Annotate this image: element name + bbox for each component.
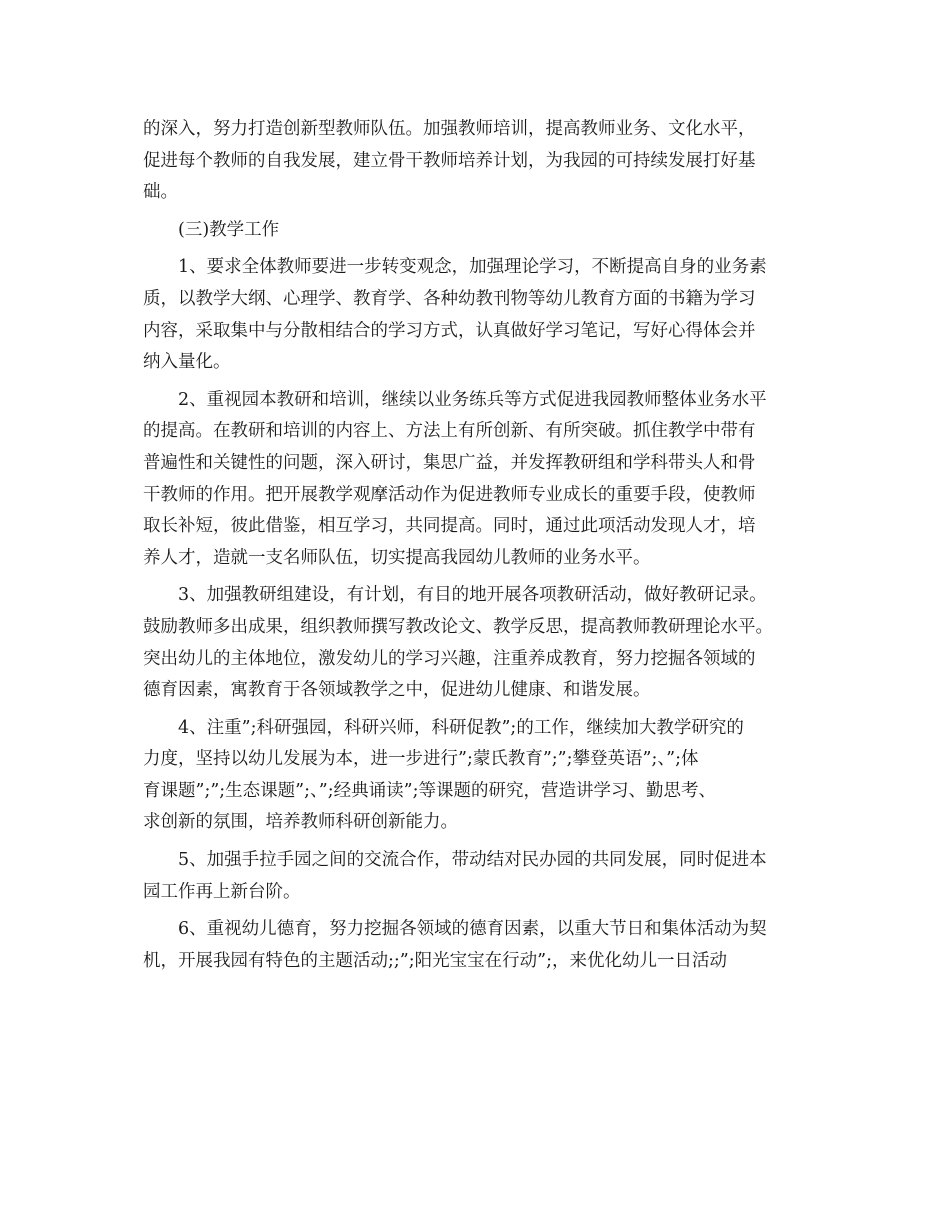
text-line: 纳入量化。 [143,352,231,373]
text-line: 养人才，造就一支名师队伍，切实提高我园幼儿教师的业务水平。 [143,547,651,568]
document-body [143,114,818,977]
text-line: 质，以教学大纲、心理学、教育学、各种幼教刊物等幼儿教育方面的书籍为学习 [143,288,756,309]
paragraph-first-line: 3、加强教研组建设，有计划，有目的地开展各项教研活动，做好教研记录。 [178,585,767,606]
text-line: 干教师的作用。把开展教学观摩活动作为促进教师专业成长的重要手段，使教师 [143,484,756,505]
text-line: 育课题”;”;生态课题”;、”;经典诵读”;等课题的研究，营造讲学习、勤思考、 [143,780,716,801]
text-line: 的深入，努力打造创新型教师队伍。加强教师培训，提高教师业务、文化水平， [143,119,756,139]
text-line: 力度，坚持以幼儿发展为本，进一步进行”;蒙氏教育”;”;攀登英语”;、”;体 [143,749,699,770]
text-line: 促进每个教师的自我发展，建立骨干教师培养计划，为我园的可持续发展打好基 [143,150,756,171]
text-line: 突出幼儿的主体地位，激发幼儿的学习兴趣，注重养成教育，努力挖掘各领域的 [143,648,756,669]
paragraph-first-line: 6、重视幼儿德育，努力挖掘各领域的德育因素，以重大节日和集体活动为契 [178,919,767,940]
paragraph-first-line: 2、重视园本教研和培训，继续以业务练兵等方式促进我园教师整体业务水平 [178,389,767,410]
paragraph-first-line: 1、要求全体教师要进一步转变观念，加强理论学习，不断提高自身的业务素 [178,257,767,278]
text-line: 机，开展我园有特色的主题活动;;”;阳光宝宝在行动”;，来优化幼儿一日活动 [143,950,727,971]
text-line: 础。 [143,182,178,203]
text-line: 园工作再上新台阶。 [143,881,301,902]
text-line: 的提高。在教研和培训的内容上、方法上有所创新、有所突破。抓住教学中带有 [143,421,756,442]
text-line: 内容，采取集中与分散相结合的学习方式，认真做好学习笔记，写好心得体会并 [143,320,756,341]
text-line: 德育因素，寓教育于各领域教学之中，促进幼儿健康、和谐发展。 [143,680,651,701]
text-line: 鼓励教师多出成果，组织教师撰写教改论文、教学反思，提高教师教研理论水平。 [143,616,773,637]
text-line: 普遍性和关键性的问题，深入研讨，集思广益，并发挥教研组和学科带头人和骨 [143,452,756,473]
text-line: 求创新的氛围，培养教师科研创新能力。 [143,812,458,833]
paragraph-first-line: 5、加强手拉手园之间的交流合作，带动结对民办园的共同发展，同时促进本 [178,850,767,871]
paragraph-first-line: 4、注重”;科研强园，科研兴师，科研促教”;的工作，继续加大教学研究的 [178,717,744,738]
text-line: 取长补短，彼此借鉴，相互学习，共同提高。同时，通过此项活动发现人才，培 [143,516,756,537]
paragraph-first-line: (三)教学工作 [178,219,280,240]
